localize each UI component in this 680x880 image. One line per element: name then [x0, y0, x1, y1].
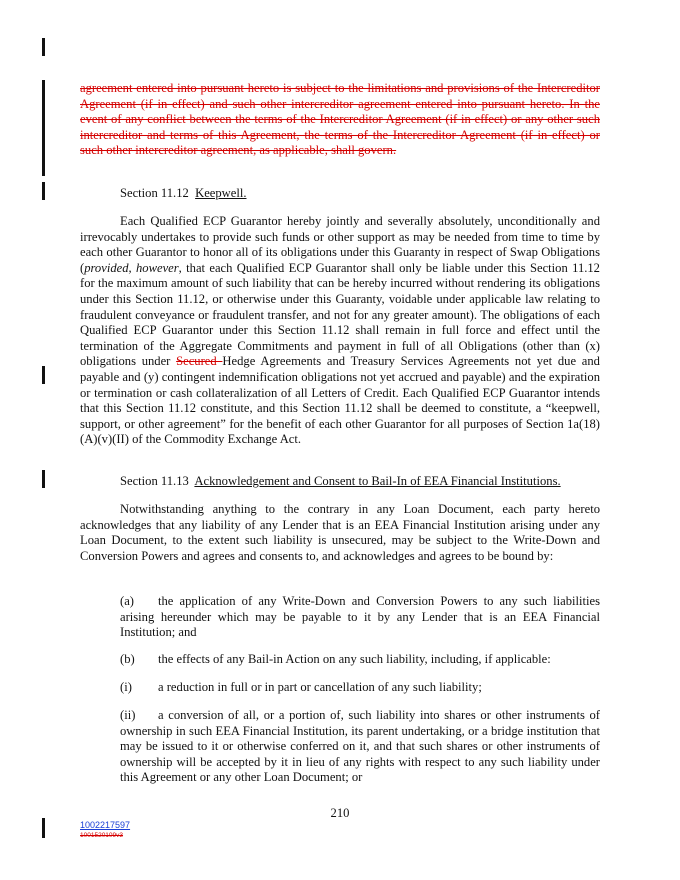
- section-11-12-body: Each Qualified ECP Guarantor hereby jointly and severally absolutely, unconditionally and irrevocably undertakes to provide such funds or other support as may be needed from time to time by each other Guarantor to honor all of its obligations under this Guaranty in respect of Swap Obligations (provided, however, that each Qualified ECP Guarantor shall only be liable under this Section 11.12 for the maximum amount of such liability that can be hereby incurred without rendering its obligations under this Section 11.12, or otherwise under this Guaranty, voidable under applicable law relating to fraudulent conveyance or fraudulent transfer, and not for any greater amount). The obligations of each Qualified ECP Guarantor under this Section 11.12 shall remain in full force and effect until the termination of the Aggregate Commitments and payment in full of all Obligations (other than (x) obligations under Secured Hedge Agreements and Treasury Services Agreements not yet due and payable and (y) contingent indemnification obligations not yet accrued and payable) and the expiration or termination or cash collateralization of all Letters of Credit. Each Qualified ECP Guarantor intends that this Section 11.12 constitute, and this Section 11.12 shall be deemed to constitute, a “keepwell, support, or other agreement” for the benefit of each other Guarantor for all purposes of Section 1a(18)(A)(v)(II) of the Commodity Exchange Act.: [80, 214, 600, 447]
- deleted-text: agreement entered into pursuant hereto is subject to the limitations and provisions of the Intercreditor Agreement (if in effect) and such other intercreditor agreement entered into pursuant hereto. In the event of any conflict between the terms of the Intercreditor Agreement (if in effect) or any other such intercreditor and terms of this Agreement, the terms of the Intercreditor Agreement (if in effect) or such other intercreditor agreement, as applicable, shall govern.: [80, 81, 600, 158]
- page-number: 210: [330, 806, 350, 820]
- section-number: Section 11.13: [120, 474, 189, 488]
- section-number: Section 11.12: [120, 186, 189, 200]
- list-item: (a) the application of any Write-Down and Conversion Powers to any such liabilities arising hereunder which may be payable to it by any Lender that is an EEA Financial Institution; and: [120, 594, 600, 640]
- deleted-paragraph: [80, 81, 600, 159]
- list-item: (ii) a conversion of all, or a portion of, such liability into shares or other instruments of ownership in such EEA Financial Institution, its parent undertaking, or a bridge institution that may be issued to it or otherwise conferred on it, and that such shares or other instruments of ownership will be accepted by it in lieu of any rights with respect to any such liability under this Agreement or any other Loan Document; or: [120, 708, 600, 785]
- section-11-13-intro: Notwithstanding anything to the contrary in any Loan Document, each party hereto acknowledges that any liability of any Lender that is an EEA Financial Institution arising under any Loan Document, to the extent such liability is unsecured, may be subject to the Write-Down and Conversion Powers and agrees and consents to, and acknowledges and agrees to be bound by:: [80, 502, 600, 563]
- section-title: Acknowledgement and Consent to Bail-In of EEA Financial Institutions.: [194, 474, 561, 488]
- section-title: Keepwell.: [195, 186, 247, 200]
- list-item: (b) the effects of any Bail-in Action on any such liability, including, if applicable:: [120, 652, 551, 666]
- deleted-document-id: 1001520109v3: [80, 832, 124, 839]
- list-item: (i) a reduction in full or in part or cancellation of any such liability;: [120, 680, 482, 694]
- document-id[interactable]: 1002217597: [80, 820, 131, 830]
- change-bar: [42, 818, 45, 838]
- section-11-13-heading: [80, 474, 600, 490]
- change-bar: [42, 80, 45, 176]
- change-bar: [42, 366, 45, 384]
- section-11-12-heading: [80, 186, 600, 202]
- change-bar: [42, 182, 45, 200]
- deleted-text: Secured: [176, 354, 223, 369]
- change-bar: [42, 38, 45, 56]
- change-bar: [42, 470, 45, 488]
